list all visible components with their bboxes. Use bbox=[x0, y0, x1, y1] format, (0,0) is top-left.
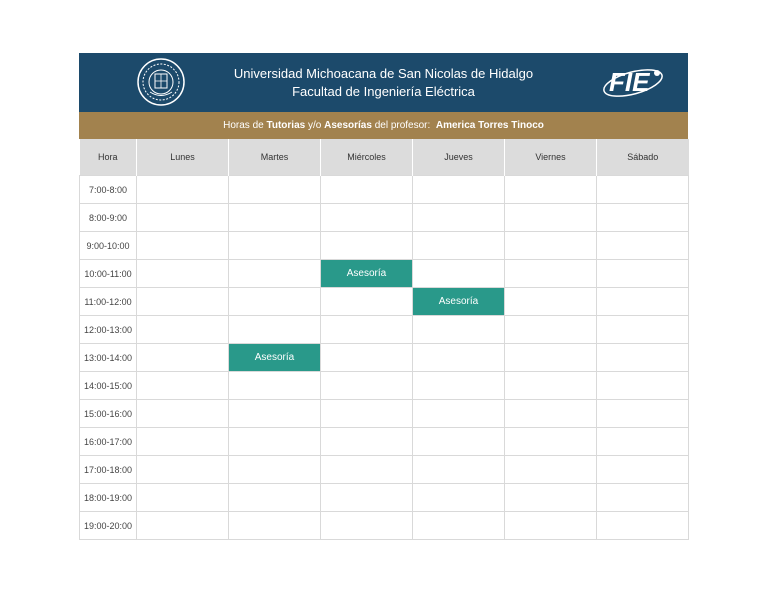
hour-cell: 13:00-14:00 bbox=[80, 344, 137, 372]
schedule-cell bbox=[505, 288, 597, 316]
hour-cell: 18:00-19:00 bbox=[80, 484, 137, 512]
schedule-cell bbox=[597, 512, 689, 540]
subbar-asesorias: Asesorías bbox=[324, 120, 372, 131]
schedule-cell bbox=[229, 316, 321, 344]
schedule-table bbox=[79, 139, 689, 540]
schedule-cell bbox=[321, 232, 413, 260]
schedule-cell bbox=[597, 316, 689, 344]
schedule-body bbox=[80, 176, 689, 540]
header-banner bbox=[79, 53, 688, 112]
hour-cell: 16:00-17:00 bbox=[80, 428, 137, 456]
schedule-cell bbox=[137, 204, 229, 232]
schedule-cell bbox=[505, 372, 597, 400]
schedule-cell bbox=[321, 400, 413, 428]
schedule-cell bbox=[597, 372, 689, 400]
schedule-cell bbox=[229, 512, 321, 540]
schedule-cell bbox=[597, 260, 689, 288]
subbar-prefix: Horas de bbox=[223, 120, 264, 131]
schedule-cell bbox=[229, 456, 321, 484]
professor-name: America Torres Tinoco bbox=[435, 120, 544, 131]
schedule-cell bbox=[413, 400, 505, 428]
schedule-cell bbox=[597, 232, 689, 260]
hour-cell: 15:00-16:00 bbox=[80, 400, 137, 428]
schedule-cell bbox=[597, 176, 689, 204]
schedule-cell bbox=[321, 260, 413, 288]
schedule-cell bbox=[137, 176, 229, 204]
appointment-block[interactable]: Asesoría bbox=[320, 260, 413, 287]
column-header-jueves: Jueves bbox=[413, 139, 505, 176]
schedule-cell bbox=[413, 484, 505, 512]
subbar-connector: y/o bbox=[307, 120, 322, 131]
hour-cell: 9:00-10:00 bbox=[80, 232, 137, 260]
table-row bbox=[80, 400, 689, 428]
column-header-hora: Hora bbox=[80, 139, 137, 176]
table-row bbox=[80, 288, 689, 316]
hour-cell: 12:00-13:00 bbox=[80, 316, 137, 344]
schedule-cell bbox=[229, 428, 321, 456]
schedule-cell bbox=[137, 260, 229, 288]
schedule-cell bbox=[321, 372, 413, 400]
schedule-cell bbox=[505, 456, 597, 484]
schedule-cell bbox=[505, 484, 597, 512]
schedule-cell bbox=[505, 232, 597, 260]
table-row bbox=[80, 428, 689, 456]
schedule-cell bbox=[597, 456, 689, 484]
column-header-miercoles: Miércoles bbox=[321, 139, 413, 176]
schedule-cell bbox=[505, 260, 597, 288]
schedule-cell bbox=[413, 176, 505, 204]
column-header-lunes: Lunes bbox=[137, 139, 229, 176]
table-row bbox=[80, 484, 689, 512]
schedule-cell bbox=[413, 512, 505, 540]
subbar-tutorias: Tutorias bbox=[266, 120, 306, 131]
table-row bbox=[80, 344, 689, 372]
schedule-cell bbox=[413, 344, 505, 372]
schedule-cell bbox=[505, 512, 597, 540]
schedule-cell bbox=[321, 316, 413, 344]
schedule-cell bbox=[229, 288, 321, 316]
schedule-cell bbox=[321, 512, 413, 540]
header-title bbox=[79, 65, 688, 101]
schedule-cell bbox=[321, 484, 413, 512]
schedule-cell bbox=[321, 428, 413, 456]
schedule-cell bbox=[597, 344, 689, 372]
fie-logo-icon bbox=[601, 61, 665, 101]
schedule-cell bbox=[413, 204, 505, 232]
appointment-block[interactable]: Asesoría bbox=[412, 288, 505, 315]
column-header-martes: Martes bbox=[229, 139, 321, 176]
schedule-cell bbox=[413, 316, 505, 344]
schedule-cell bbox=[137, 428, 229, 456]
schedule-cell bbox=[229, 204, 321, 232]
schedule-cell bbox=[413, 232, 505, 260]
schedule-cell bbox=[321, 204, 413, 232]
table-row bbox=[80, 456, 689, 484]
hour-cell: 10:00-11:00 bbox=[80, 260, 137, 288]
schedule-cell bbox=[229, 400, 321, 428]
schedule-cell bbox=[137, 232, 229, 260]
schedule-cell bbox=[137, 316, 229, 344]
schedule-cell bbox=[321, 456, 413, 484]
schedule-cell bbox=[597, 288, 689, 316]
table-row bbox=[80, 232, 689, 260]
schedule-cell bbox=[137, 400, 229, 428]
schedule-cell bbox=[597, 204, 689, 232]
schedule-cell bbox=[137, 288, 229, 316]
subbar-professor-label: del profesor: bbox=[374, 120, 431, 131]
schedule-cell bbox=[321, 176, 413, 204]
fie-logo-text: FIE bbox=[609, 67, 650, 97]
column-header-viernes: Viernes bbox=[505, 139, 597, 176]
schedule-cell bbox=[321, 344, 413, 372]
hour-cell: 14:00-15:00 bbox=[80, 372, 137, 400]
schedule-cell bbox=[597, 428, 689, 456]
professor-bar bbox=[79, 112, 688, 139]
schedule-cell bbox=[597, 400, 689, 428]
schedule-cell bbox=[413, 372, 505, 400]
hour-cell: 8:00-9:00 bbox=[80, 204, 137, 232]
schedule-cell bbox=[505, 344, 597, 372]
schedule-cell bbox=[229, 484, 321, 512]
schedule-cell bbox=[505, 400, 597, 428]
schedule-cell bbox=[505, 428, 597, 456]
hour-cell: 17:00-18:00 bbox=[80, 456, 137, 484]
schedule-cell bbox=[505, 176, 597, 204]
schedule-cell bbox=[229, 260, 321, 288]
schedule-cell bbox=[137, 372, 229, 400]
schedule-cell bbox=[229, 372, 321, 400]
schedule-sheet bbox=[79, 53, 688, 540]
schedule-cell bbox=[137, 484, 229, 512]
schedule-cell bbox=[413, 456, 505, 484]
table-row bbox=[80, 176, 689, 204]
schedule-cell bbox=[229, 176, 321, 204]
schedule-cell bbox=[229, 232, 321, 260]
schedule-cell bbox=[413, 288, 505, 316]
table-row bbox=[80, 512, 689, 540]
schedule-cell bbox=[413, 428, 505, 456]
table-row bbox=[80, 372, 689, 400]
table-row bbox=[80, 204, 689, 232]
schedule-cell bbox=[597, 484, 689, 512]
schedule-cell bbox=[137, 456, 229, 484]
schedule-cell bbox=[137, 344, 229, 372]
faculty-name: Facultad de Ingeniería Eléctrica bbox=[292, 84, 475, 99]
schedule-cell bbox=[413, 260, 505, 288]
appointment-block[interactable]: Asesoría bbox=[228, 344, 321, 371]
schedule-cell bbox=[229, 344, 321, 372]
hour-cell: 7:00-8:00 bbox=[80, 176, 137, 204]
schedule-cell bbox=[505, 204, 597, 232]
hour-cell: 19:00-20:00 bbox=[80, 512, 137, 540]
schedule-header-row bbox=[80, 139, 689, 176]
table-row bbox=[80, 316, 689, 344]
schedule-cell bbox=[505, 316, 597, 344]
hour-cell: 11:00-12:00 bbox=[80, 288, 137, 316]
university-name: Universidad Michoacana de San Nicolas de Hidalgo bbox=[233, 66, 534, 81]
table-row bbox=[80, 260, 689, 288]
schedule-cell bbox=[137, 512, 229, 540]
schedule-cell bbox=[321, 288, 413, 316]
column-header-sabado: Sábado bbox=[597, 139, 689, 176]
